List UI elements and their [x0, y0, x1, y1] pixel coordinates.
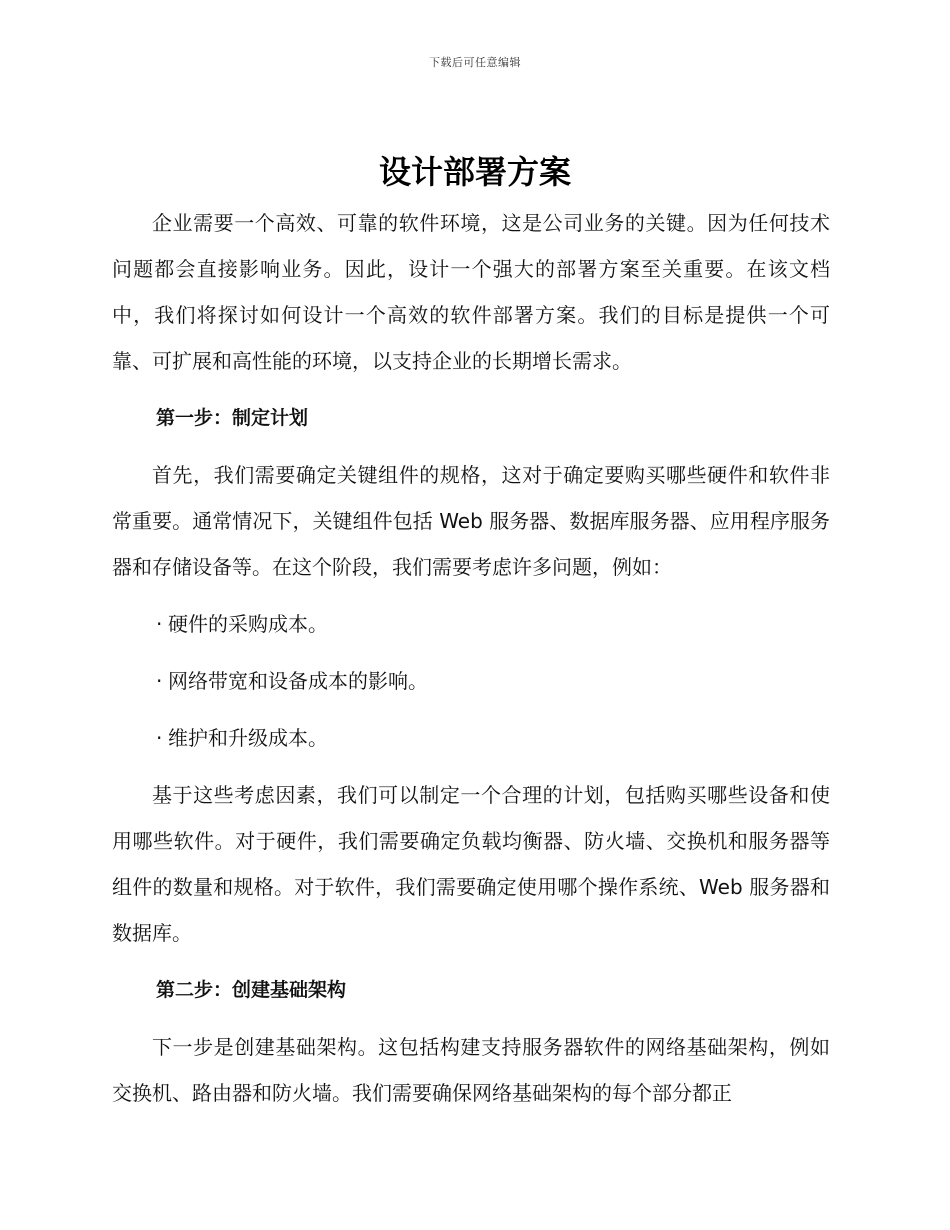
bullet-mark: · — [156, 612, 163, 636]
step1-paragraph-2: 基于这些考虑因素，我们可以制定一个合理的计划，包括购买哪些设备和使用哪些软件。对于硬件，我们需要确定负载均衡器、防火墙、交换机和服务器等组件的数量和规格。对于软件，我们需要确定使用哪个操作系统、Web 服务器和数据库。 — [112, 783, 830, 945]
intro-paragraph: 企业需要一个高效、可靠的软件环境，这是公司业务的关键。因为任何技术问题都会直接影响业务。因此，设计一个强大的部署方案至关重要。在该文档中，我们将探讨如何设计一个高效的软件部署方案。我们的目标是提供一个可靠、可扩展和高性能的环境，以支持企业的长期增长需求。 — [112, 211, 830, 373]
document-title: 设计部署方案 — [378, 153, 571, 191]
bullet-mark: · — [156, 726, 163, 750]
document-body — [112, 200, 830, 1127]
bullet-text: 网络带宽和设备成本的影响。 — [168, 669, 428, 693]
bullet-text: 硬件的采购成本。 — [168, 612, 328, 636]
bullet-item-2 — [112, 658, 830, 704]
step1-heading: 第一步：制定计划 — [156, 407, 309, 429]
step2-heading: 第二步：创建基础架构 — [156, 979, 347, 1001]
bullet-item-1 — [112, 601, 830, 647]
bullet-item-3 — [112, 715, 830, 761]
step2-paragraph-1: 下一步是创建基础架构。这包括构建支持服务器软件的网络基础架构，例如交换机、路由器和防火墙。我们需要确保网络基础架构的每个部分都正 — [112, 1035, 830, 1105]
page-header-note: 下载后可任意编辑 — [429, 56, 521, 69]
bullet-mark: · — [156, 669, 163, 693]
step1-paragraph-1: 首先，我们需要确定关键组件的规格，这对于确定要购买哪些硬件和软件非常重要。通常情况下，关键组件包括 Web 服务器、数据库服务器、应用程序服务器和存储设备等。在这个阶段，我们需要考虑许多问题，例如： — [112, 463, 830, 579]
bullet-text: 维护和升级成本。 — [168, 726, 328, 750]
